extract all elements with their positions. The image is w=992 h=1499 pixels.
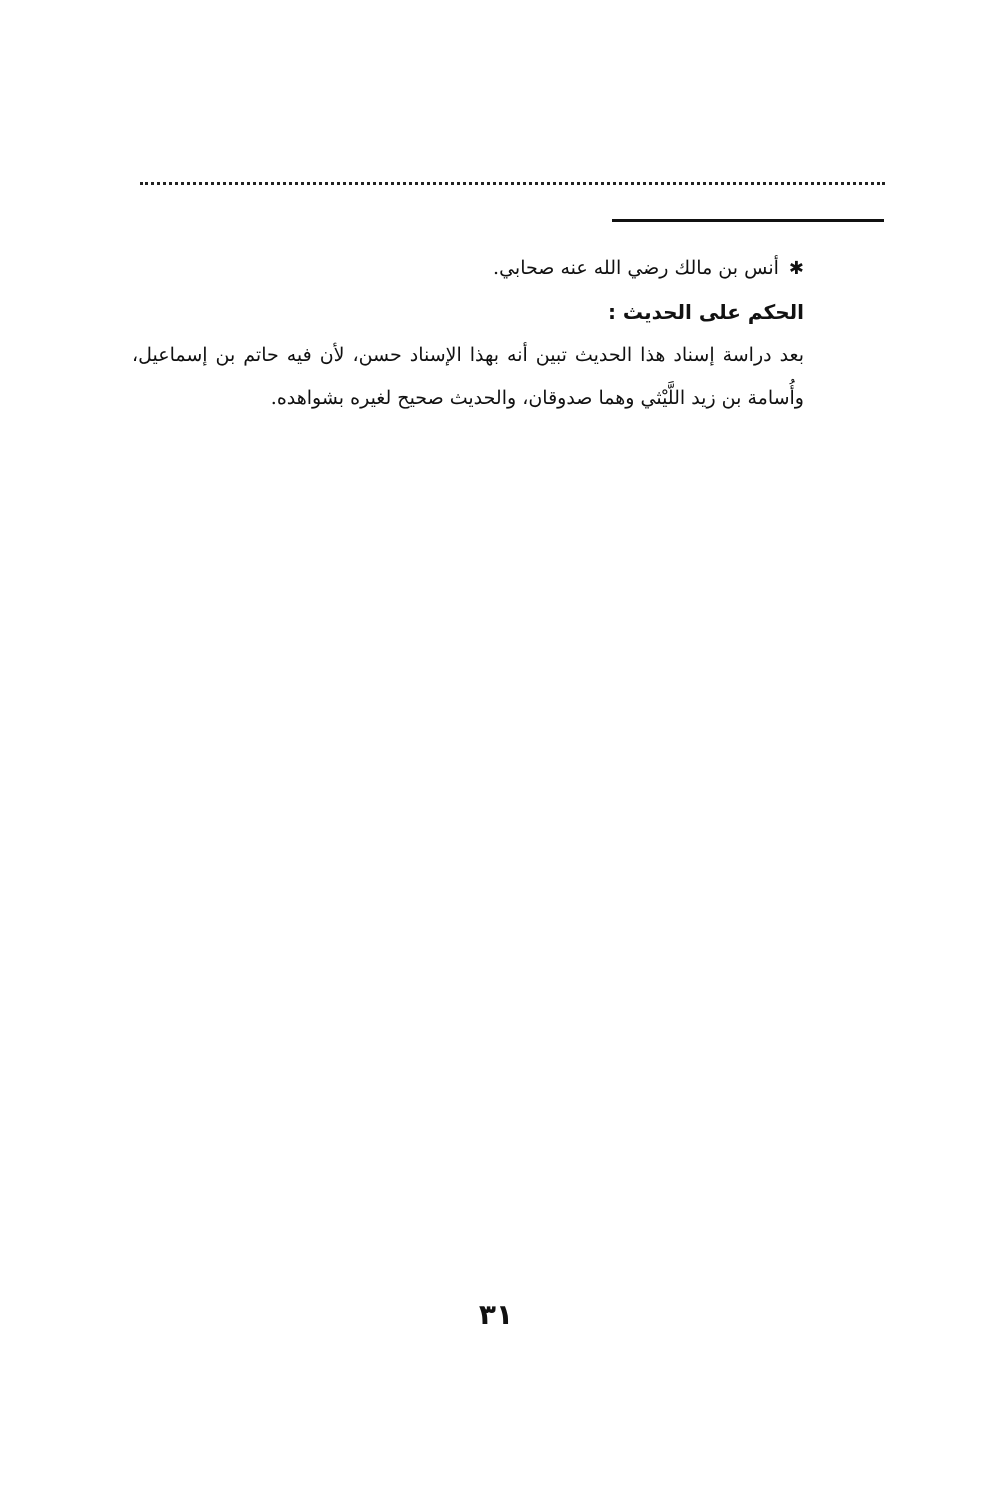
dotted-separator: [140, 182, 885, 185]
page-number: ٣١: [478, 1298, 514, 1331]
bullet-text: أنس بن مالك رضي الله عنه صحابي.: [493, 257, 779, 279]
section-heading: الحكم على الحديث :: [607, 300, 804, 324]
bullet-line: [132, 246, 804, 290]
section-rule: [612, 219, 884, 222]
text-block: [132, 246, 804, 420]
body-paragraph: بعد دراسة إسناد هذا الحديث تبين أنه بهذا الإسناد حسن، لأن فيه حاتم بن إسماعيل، وأُسامة بن زيد اللَّيْثي وهما صدوقان، والحديث صحيح لغيره بشواهده.: [132, 344, 804, 409]
asterisk-icon: ✱: [788, 258, 804, 279]
